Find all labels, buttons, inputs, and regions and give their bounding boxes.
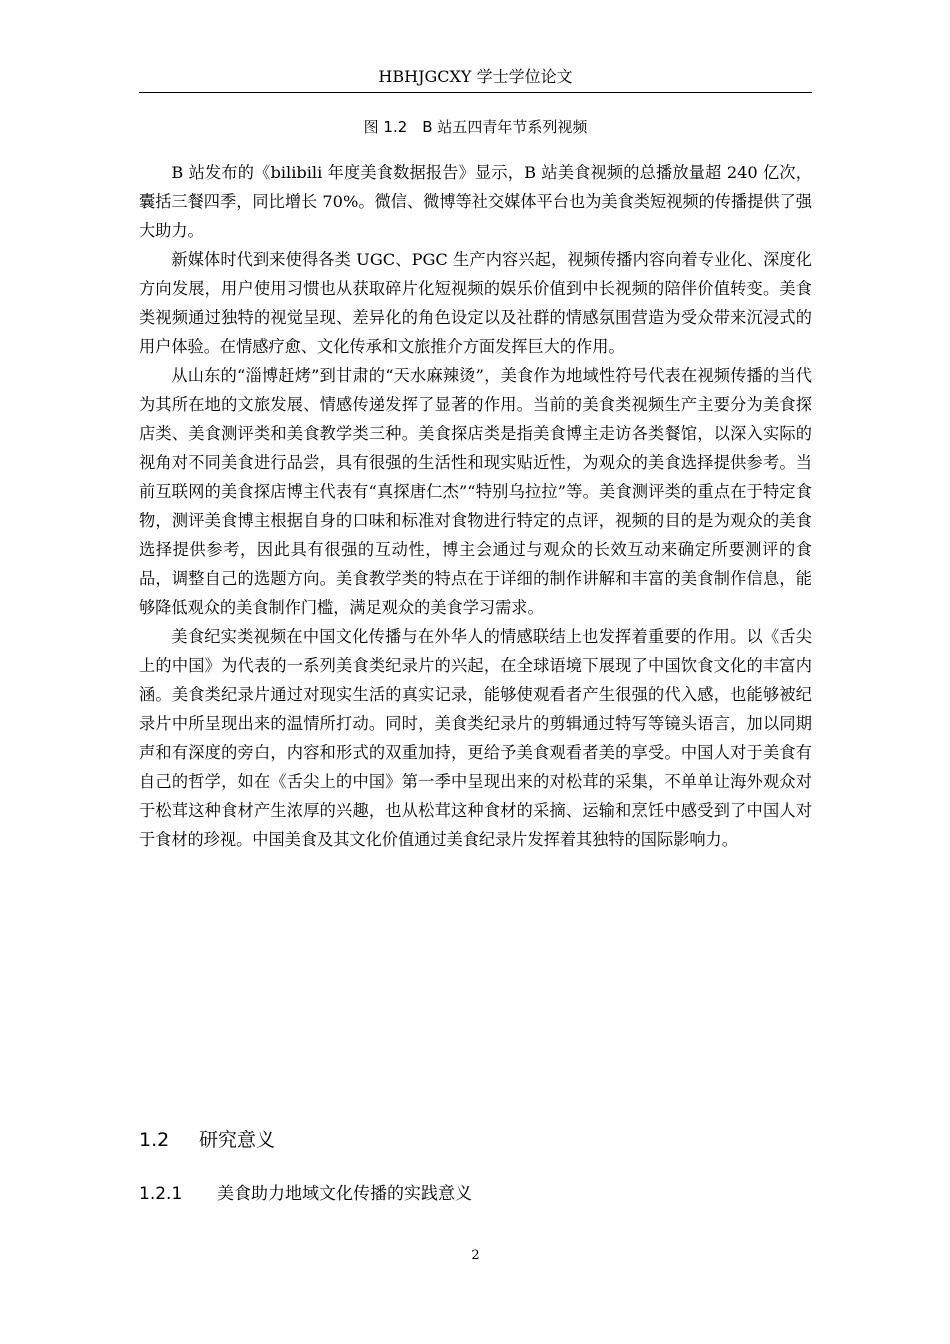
paragraph: B 站发布的《bilibili 年度美食数据报告》显示，B 站美食视频的总播放量超 240 亿次，囊括三餐四季，同比增长 70%。微信、微博等社交媒体平台也为美食类短视频的传播提供了强大助力。	[139, 163, 812, 240]
paragraph: 从山东的“淄博赶烤”到甘肃的“天水麻辣烫”，美食作为地域性符号代表在视频传播的当代为其所在地的文旅发展、情感传递发挥了显著的作用。当前的美食类视频生产主要分为美食探店类、美食测评类和美食教学类三种。美食探店类是指美食博主走访各类餐馆，以深入实际的视角对不同美食进行品尝，具有很强的生活性和现实贴近性，为观众的美食选择提供参考。当前互联网的美食探店博主代表有“真探唐仁杰”“特别乌拉拉”等。美食测评类的重点在于特定食物，测评美食博主根据自身的口味和标准对食物进行特定的点评，视频的目的是为观众的美食选择提供参考，因此具有很强的互动性，博主会通过与观众的长效互动来确定所要测评的食品，调整自己的选题方向。美食教学类的特点在于详细的制作讲解和丰富的美食制作信息，能够降低观众的美食制作门槛，满足观众的美食学习需求。	[139, 366, 812, 617]
section-number: 1.2	[139, 1129, 170, 1151]
subsection-number: 1.2.1	[139, 1184, 183, 1204]
section-heading	[139, 1123, 812, 1157]
paragraph: 新媒体时代到来使得各类 UGC、PGC 生产内容兴起，视频传播内容向着专业化、深度化方向发展，用户使用习惯也从获取碎片化短视频的娱乐价值到中长视频的陪伴价值转变。美食类视频通过独特的视觉呈现、差异化的角色设定以及社群的情感氛围营造为受众带来沉浸式的用户体验。在情感疗愈、文化传承和文旅推介方面发挥巨大的作用。	[139, 250, 812, 356]
body-text	[139, 158, 812, 854]
subsection-title: 美食助力地域文化传播的实践意义	[217, 1184, 472, 1204]
page-number: 2	[471, 1248, 480, 1263]
figure-caption: 图 1.2 B 站五四青年节系列视频	[363, 118, 588, 136]
paragraph: 美食纪实类视频在中国文化传播与在外华人的情感联结上也发挥着重要的作用。以《舌尖上的中国》为代表的一系列美食类纪录片的兴起，在全球语境下展现了中国饮食文化的丰富内涵。美食类纪录片通过对现实生活的真实记录，能够使观看者产生很强的代入感，也能够被纪录片中所呈现出来的温情所打动。同时，美食类纪录片的剪辑通过特写等镜头语言，加以同期声和有深度的旁白，内容和形式的双重加持，更给予美食观看者美的享受。中国人对于美食有自己的哲学，如在《舌尖上的中国》第一季中呈现出来的对松茸的采集，不单单让海外观众对于松茸这种食材产生浓厚的兴趣，也从松茸这种食材的采摘、运输和烹饪中感受到了中国人对于食材的珍视。中国美食及其文化价值通过美食纪录片发挥着其独特的国际影响力。	[139, 627, 812, 849]
header-title: HBHJGCXY 学士学位论文	[378, 67, 573, 86]
subsection-heading	[139, 1179, 812, 1209]
section-title: 研究意义	[199, 1129, 276, 1151]
running-header	[139, 62, 812, 93]
